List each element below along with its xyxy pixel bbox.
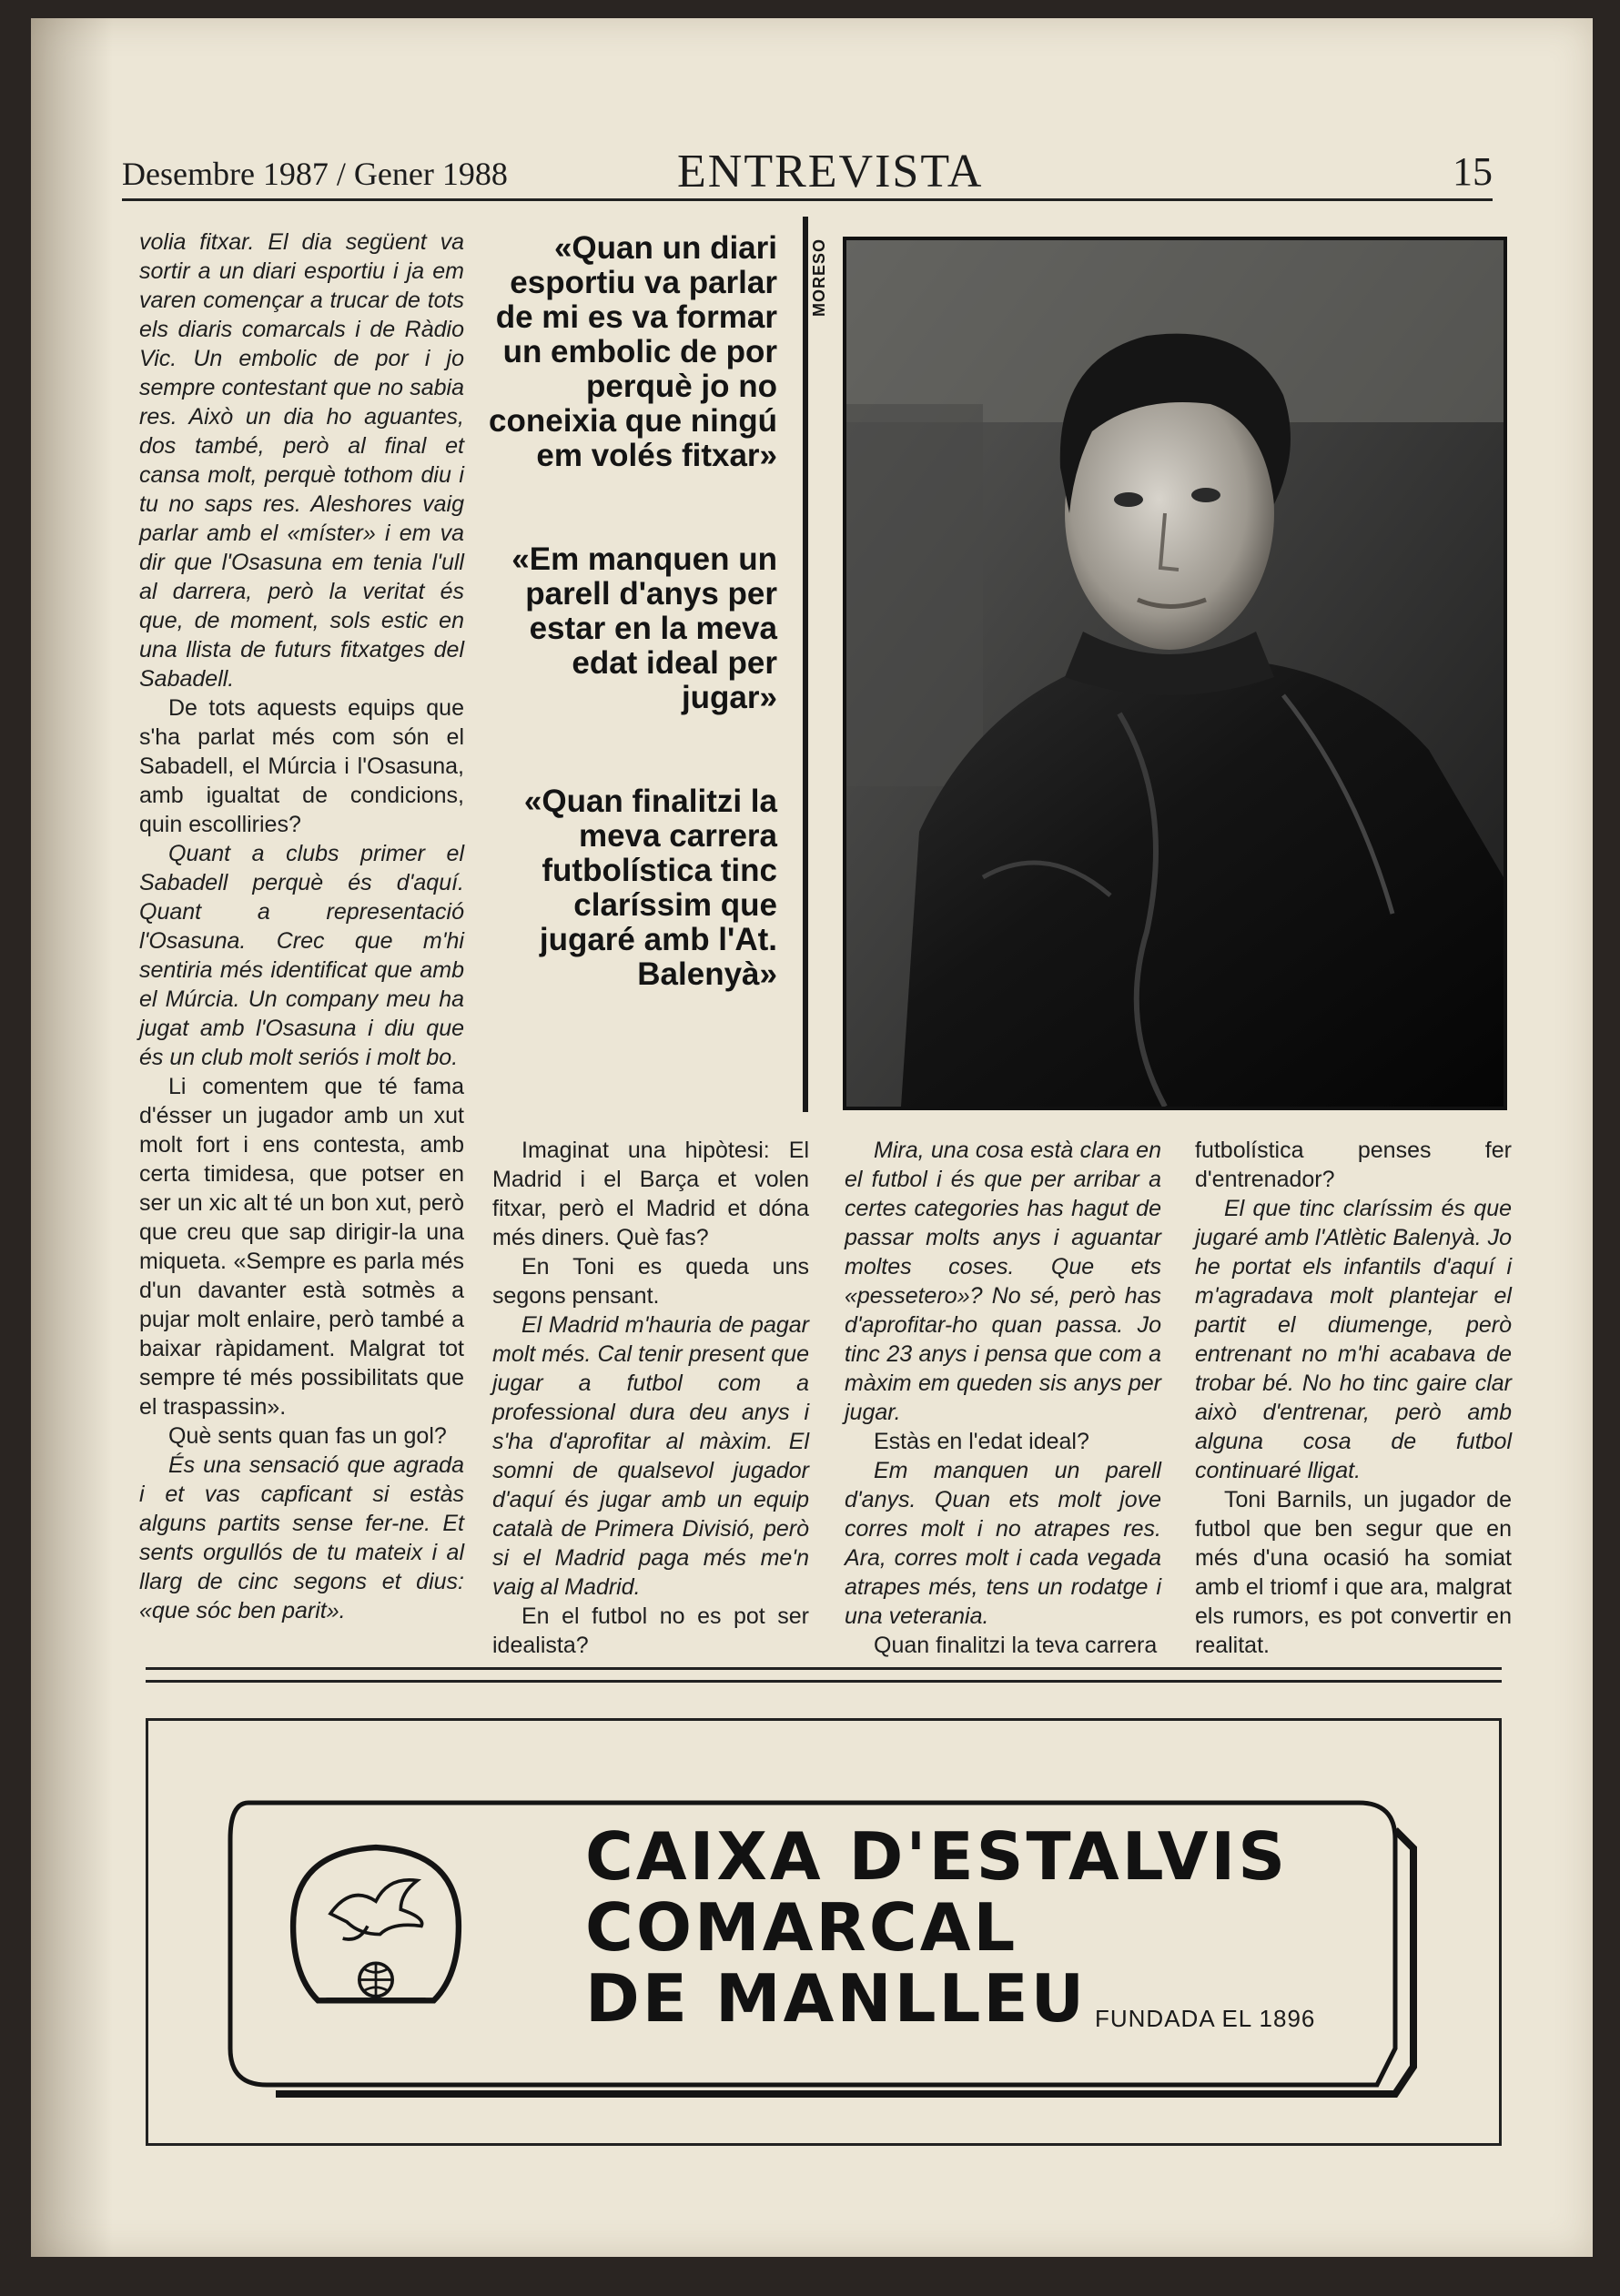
article-paragraph: En el futbol no es pot ser idealista? — [492, 1603, 809, 1658]
article-paragraph: És una sensació que agrada i et vas capficant si estàs alguns partits sense fer-ne. Et sents orgullós de tu mateix i al llarg de cinc segons et dius: «que sóc ben parit». — [139, 1452, 464, 1623]
article-paragraph: Em manquen un parell d'anys. Quan ets molt jove corres molt i no atrapes res. Ara, corres molt i cada vegada atrapes més, tens un rodatge i una veterania. — [845, 1458, 1161, 1629]
header-section-title: ENTREVISTA — [677, 146, 984, 197]
article-paragraph: Toni Barnils, un jugador de futbol que ben segur que en més d'una ocasió ha somiat amb el triomf i que ara, malgrat els rumors, es pot convertir en realitat. — [1195, 1487, 1512, 1658]
photo-portrait-icon — [846, 240, 1504, 1107]
page-header — [122, 135, 1493, 198]
article-paragraph: futbolística penses fer d'entrenador? — [1195, 1138, 1512, 1192]
article-paragraph: Què sents quan fas un gol? — [168, 1423, 447, 1449]
article-column-1 — [139, 228, 464, 1625]
article-paragraph: El que tinc claríssim és que jugaré amb l'Atlètic Balenyà. Jo he portat els infantils d'aquí i m'agradava molt plantejar el partit el diumenge, però entrenant no m'hi acabava de trobar bé. No ho tinc gaire clar això d'entrenar, però amb alguna cosa de futbol continuaré lligat. — [1195, 1196, 1513, 1483]
article-column-2 — [492, 1136, 809, 1660]
article-paragraph: Mira, una cosa està clara en el futbol i és que per arribar a certes categories has hagut de passar molts anys i aguantar moltes coses. Que ets «pessetero»? No sé, però has d'aprofitar-ho quan passa. Jo tinc 23 anys i pensa que com a màxim em queden sis anys per jugar. — [845, 1138, 1161, 1425]
article-paragraph: Estàs en l'edat ideal? — [874, 1429, 1089, 1454]
header-rule — [122, 198, 1493, 201]
article-paragraph: Quant a clubs primer el Sabadell perquè és d'aquí. Quant a representació l'Osasuna. Crec que m'hi sentiria més identificat que amb el Múrcia. Un company meu ha jugat amb l'Osasuna i diu que és un club molt seriós i molt bo. — [139, 841, 464, 1070]
article-column-3 — [845, 1136, 1161, 1660]
article-paragraph: De tots aquests equips que s'ha parlat més com són el Sabadell, el Múrcia i l'Osasuna, amb igualtat de condicions, quin escolliries? — [139, 695, 464, 837]
article-paragraph: Imaginat una hipòtesi: El Madrid i el Barça et volen fitxar, però el Madrid et dóna més diners. Què fas? — [492, 1138, 809, 1250]
page-gutter — [31, 18, 113, 2257]
portrait-photo — [843, 237, 1507, 1110]
ad-founded: FUNDADA EL 1896 — [1095, 2005, 1316, 2032]
pull-quote-3: «Quan finalitzi la meva carrera futbolística tinc claríssim que jugaré amb l'At. Balenyà» — [523, 784, 777, 992]
ad-name-line-1: CAIXA D'ESTALVIS — [585, 1818, 1289, 1895]
photo-credit-text: MORESO — [810, 238, 828, 317]
header-date: Desembre 1987 / Gener 1988 — [122, 156, 508, 192]
bottom-rule-bottom — [146, 1680, 1502, 1683]
pull-quote-2: «Em manquen un parell d'anys per estar en la meva edat ideal per jugar» — [511, 541, 777, 715]
bottom-rule-top — [146, 1667, 1502, 1670]
ad-name-line-2: COMARCAL — [585, 1889, 1018, 1966]
photo-credit — [810, 226, 837, 317]
ad-bank-name — [585, 1818, 1289, 2037]
pull-quote-1: «Quan un diari esportiu va parlar de mi es va formar un embolic de por perquè jo no coneixia que ningú em volés fitxar» — [489, 230, 777, 473]
article-paragraph: En Toni es queda uns segons pensant. — [492, 1254, 809, 1309]
article-paragraph: El Madrid m'hauria de pagar molt més. Cal tenir present que jugar a futbol com a professional dura deu anys i s'ha d'aprofitar al màxim. El somni de qualsevol jugador d'aquí és jugar amb un equip català de Primera Divisió, però si el Madrid paga més me'n vaig al Madrid. — [492, 1312, 809, 1600]
pull-quotes — [481, 231, 777, 992]
column-rule — [803, 217, 808, 1112]
article-paragraph: Quan finalitzi la teva carrera — [874, 1633, 1158, 1658]
article-column-4 — [1195, 1136, 1512, 1660]
article-paragraph: volia fitxar. El dia següent va sortir a un diari esportiu i ja em varen començar a trucar de tots els diaris comarcals i de Ràdio Vic. Un embolic de por i jo sempre contestant que no sabia res. Això un dia ho aguantes, dos també, però al final et cansa molt, perquè tothom diu i tu no saps res. Aleshores vaig parlar amb el «míster» i em va dir que l'Osasuna em tenia l'ull al darrera, però la veritat és que, de moment, sols estic en una llista de futurs fitxatges del Sabadell. — [139, 229, 464, 692]
dove-globe-logo-icon — [285, 1830, 467, 2030]
ad-name-line-3: DE MANLLEU — [585, 1960, 1088, 2037]
article-paragraph: Li comentem que té fama d'ésser un jugador amb un xut molt fort i ens contesta, amb certa timidesa, que potser en ser un xic alt té un bon xut, però que creu que sap dirigir-la una miqueta. «Sempre es parla més d'un davanter està sotmès a pujar molt enlaire, però també a baixar ràpidament. Malgrat tot sempre té més possibilitats que el traspassin». — [139, 1074, 464, 1420]
advertisement — [146, 1718, 1502, 2146]
page-number: 15 — [1453, 149, 1493, 194]
